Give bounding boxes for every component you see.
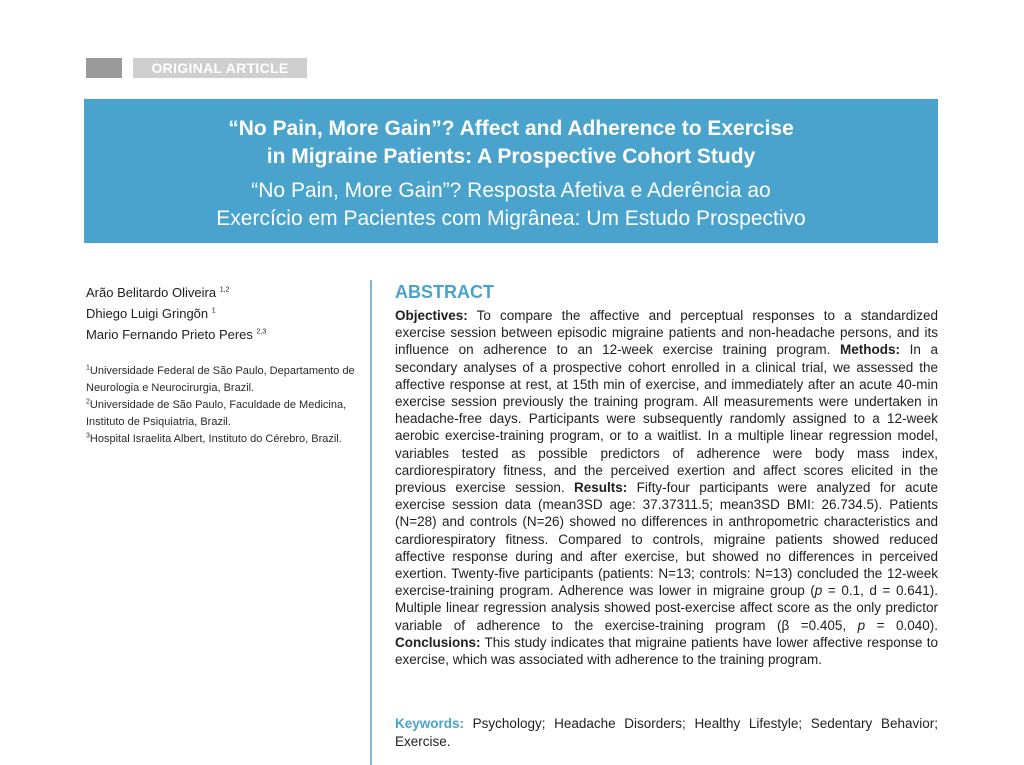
affiliation <box>86 363 361 397</box>
abstract-heading: ABSTRACT <box>395 282 494 302</box>
author-affiliation-ref: 1 <box>211 307 216 315</box>
author-affiliation-ref: 2,3 <box>256 328 267 336</box>
keywords-label: Keywords: <box>395 716 465 731</box>
abstract-text <box>395 307 938 668</box>
p-value-symbol: p <box>814 583 823 599</box>
affiliation-number: 3 <box>86 432 90 440</box>
results-text-part-1: Fifty-four participants were analyzed for acute exercise session data (mean3SD age: 37.37311.5; mean3SD BMI: 26.734.5). Patients (N=28) and controls (N=26) showed no differences in anthropometric characteristics and cardiorespiratory fitness. Compared to controls, migraine patients showed reduced affective response during and after exercise, but showed no differences in perceived exertion. Twenty-five participants (patients: N=13; controls: N=13) concluded the 12-week exercise-training program. Adherence was lower in migraine group ( <box>395 480 938 599</box>
affiliation-text: Universidade de São Paulo, Faculdade de Medicina, Instituto de Psiquiatria, Brazil. <box>86 399 347 428</box>
author-affiliation-ref: 1,2 <box>219 286 230 294</box>
title-portuguese-line-1: “No Pain, More Gain”? Resposta Afetiva e Aderência ao <box>251 179 771 202</box>
author <box>86 282 366 303</box>
affiliation-number: 1 <box>86 364 90 372</box>
author-name: Mario Fernando Prieto Peres <box>86 327 253 342</box>
conclusions-label: Conclusions: <box>395 634 481 650</box>
methods-text: In a secondary analyses of a prospective cohort enrolled in a clinical trial, we assessed the affective response at rest, at 15th min of exercise, and immediately after an acute 40-min exercise session previously the training program. All measurements were undertaken in headache-free days. Participants were subsequently randomly assigned to a 12-week aerobic exercise-training program, or to a waitlist. In a multiple linear regression model, variables tested as possible predictors of adherence were body mass index, cardiorespiratory fitness, and the perceived exertion and affect scores elicited in the previous exercise session. <box>395 342 938 496</box>
results-text-part-2: = 0.1, d = 0.641). Multiple linear regression analysis showed post-exercise affect score as the only predictor variable of adherence to the exercise-training program (β =0.405, <box>395 583 938 633</box>
article-type-badge: ORIGINAL ARTICLE <box>133 58 307 78</box>
affiliation-text: Universidade Federal de São Paulo, Departamento de Neurologia e Neurocirurgia, Brazil. <box>86 365 355 394</box>
author-name: Dhiego Luigi Gringõn <box>86 306 209 321</box>
keywords <box>395 715 938 751</box>
column-divider <box>370 280 372 765</box>
objectives-label: Objectives: <box>395 308 468 323</box>
title-portuguese-line-2: Exercício em Pacientes com Migrânea: Um Estudo Prospectivo <box>216 207 806 230</box>
affiliation-list <box>86 363 361 448</box>
author-list <box>86 282 366 345</box>
objectives-text: To compare the affective and perceptual responses to a standardized exercise session between episodic migraine patients and non-headache persons, and its influence on adherence to an 12-week exercise training program. <box>395 308 938 358</box>
author <box>86 324 366 345</box>
title-portuguese <box>84 177 938 233</box>
methods-label: Methods: <box>840 342 901 358</box>
title-english-line-1: “No Pain, More Gain”? Affect and Adherence to Exercise <box>228 117 794 140</box>
results-label: Results: <box>574 480 628 496</box>
keywords-text: Psychology; Headache Disorders; Healthy Lifestyle; Sedentary Behavior; Exercise. <box>395 716 938 749</box>
affiliation <box>86 431 361 448</box>
affiliation <box>86 397 361 431</box>
affiliation-text: Hospital Israelita Albert, Instituto do Cérebro, Brazil. <box>89 433 342 445</box>
title-banner <box>84 99 938 243</box>
results-text-part-3: = 0.040). <box>865 617 939 633</box>
p-value-symbol: p <box>857 617 866 633</box>
conclusions-text: This study indicates that migraine patients have lower affective response to exercise, which was associated with adherence to the training program. <box>395 634 938 668</box>
affiliation-number: 2 <box>86 398 90 406</box>
section-marker <box>86 58 122 78</box>
title-english-line-2: in Migraine Patients: A Prospective Cohort Study <box>266 145 756 168</box>
author <box>86 303 366 324</box>
author-name: Arão Belitardo Oliveira <box>86 285 217 300</box>
title-english <box>84 115 938 171</box>
